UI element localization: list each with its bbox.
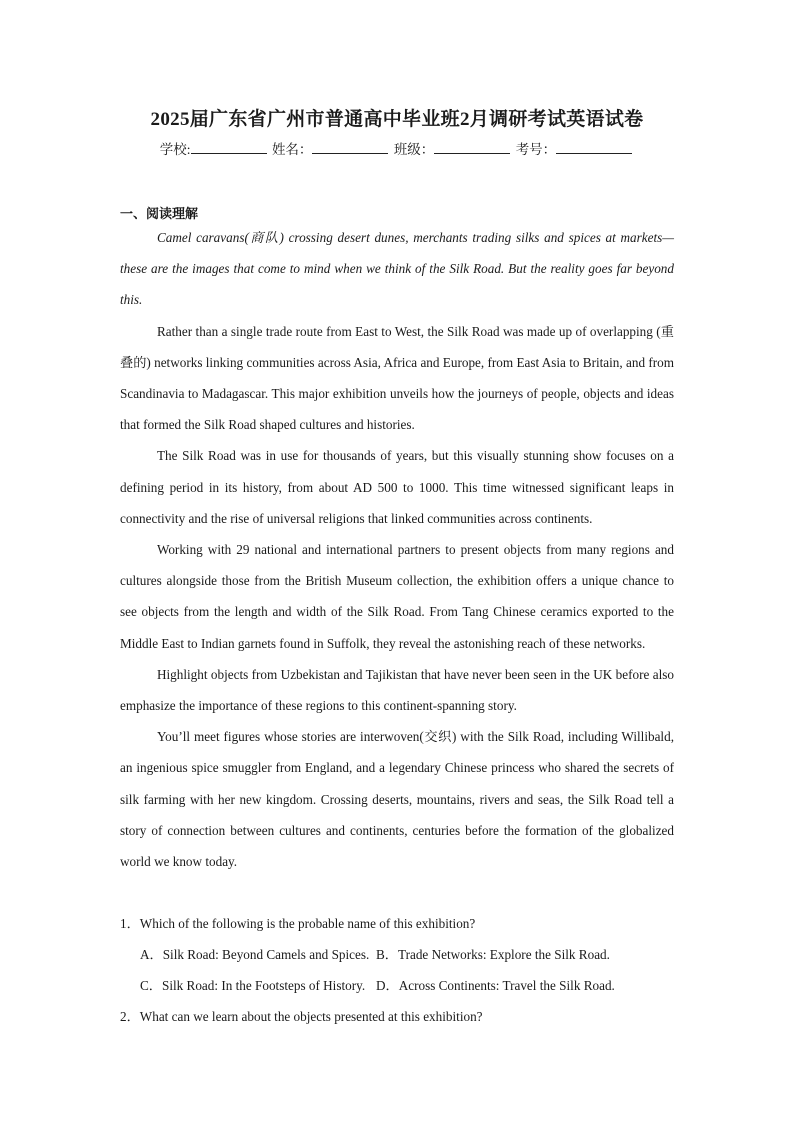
school-field[interactable] (191, 141, 267, 154)
passage-paragraph-2: Rather than a single trade route from East to West, the Silk Road was made up of overlapping (重叠的) networks linking communities across Asia, Africa and Europe, from East Asia to Britain, and from Scandinavia to Madagascar. This major exhibition unveils how the journeys of people, objects and ideas that formed the Silk Road shaped cultures and histories. (120, 323, 674, 433)
id-label: 考号： (515, 142, 557, 157)
question-2-stem: 2．What can we learn about the objects presented at this exhibition? (120, 1009, 483, 1024)
option-d[interactable]: D．Across Continents: Travel the Silk Road. (376, 978, 615, 993)
passage-paragraph-1: Camel caravans(商队) crossing desert dunes, merchants trading silks and spices at markets—these are the images that come to mind when we think of the Silk Road. But the reality goes far beyond this. (120, 230, 674, 308)
name-field[interactable] (312, 141, 388, 154)
page-title: 2025届广东省广州市普通高中毕业班2月调研考试英语试卷 (150, 109, 644, 130)
option-a[interactable]: A．Silk Road: Beyond Camels and Spices. (140, 947, 370, 962)
question-1-options-row-2 (120, 970, 680, 1001)
student-info-line (0, 138, 794, 158)
passage-paragraph-3: The Silk Road was in use for thousands of years, but this visually stunning show focuses on a defining period in its history, from about AD 500 to 1000. This time witnessed significant leaps in connectivity and the rise of universal religions that linked communities across continents. (120, 448, 674, 526)
passage-paragraph-6: You’ll meet figures whose stories are interwoven(交织) with the Silk Road, including Willibald, an ingenious spice smuggler from England, and a legendary Chinese princess who shared the secrets of silk farming with her new kingdom. Crossing deserts, mountains, rivers and seas, the Silk Road tell a story of connection between cultures and continents, centuries before the formation of the globalized world we know today. (120, 729, 674, 870)
passage-paragraph-4: Working with 29 national and international partners to present objects from many regions and cultures alongside those from the British Museum collection, the exhibition offers a unique chance to see objects from the length and width of the Silk Road. From Tang Chinese ceramics exported to the Middle East to Indian garnets found in Suffolk, they reveal the astonishing reach of these networks. (120, 542, 674, 651)
question-1-options-row-1 (120, 939, 680, 970)
option-b[interactable]: B．Trade Networks: Explore the Silk Road. (376, 947, 610, 962)
class-label: 班级： (393, 142, 435, 157)
question-1-stem: 1．Which of the following is the probable name of this exhibition? (120, 916, 476, 931)
question-list (120, 908, 680, 1032)
id-field[interactable] (556, 141, 632, 154)
reading-passage (120, 222, 674, 877)
section-heading: 一、阅读理解 (120, 206, 199, 221)
passage-paragraph-5: Highlight objects from Uzbekistan and Tajikistan that have never been seen in the UK before also emphasize the importance of these regions to this continent-spanning story. (120, 666, 674, 714)
school-label: 学校: (159, 142, 191, 157)
class-field[interactable] (434, 141, 510, 154)
name-label: 姓名： (271, 142, 313, 157)
option-c[interactable]: C．Silk Road: In the Footsteps of History. (140, 978, 366, 993)
